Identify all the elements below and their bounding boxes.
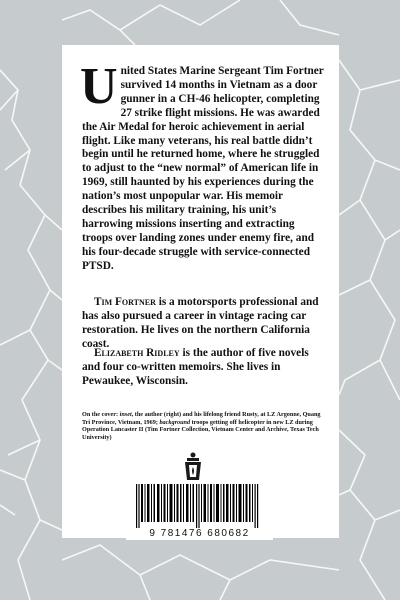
cover-credits-background-label: background — [159, 418, 191, 426]
cover-credits-prefix: On the cover: — [82, 411, 120, 418]
back-cover-panel — [62, 45, 339, 538]
author-bio-text: is a motorsports professional and has also pursued a career in vintage racing car restoration. He lives on the northern California coast. — [82, 296, 319, 350]
description-text: nited States Marine Sergeant Tim Fortner survived 14 months in Vietnam as a door gunner in a CH-46 helicopter, completing 27 strike flight missions. He was awarded the Air Medal for heroic achievement in aerial flight. Like many veterans, his real battle didn’t begin until he returned home, where he struggled to adjust to the “new normal” of American life in 1969, still haunted by his experiences during the nation’s most unpopular war. His memoir describes his military training, his unit’s harrowing missions inserting and extracting troops over landing zones under enemy fire, and his four-decade struggle with service-connected PTSD. — [82, 65, 324, 272]
coauthor-name: Elizabeth Ridley — [94, 347, 180, 359]
barcode-bars — [136, 484, 263, 528]
coauthor-bio-text: is the author of five novels and four co-written memoirs. She lives in Pewaukee, Wisconsin. — [82, 347, 309, 387]
cover-credits-inset-label: inset — [119, 411, 132, 418]
book-description — [80, 58, 327, 274]
author-bio — [82, 296, 327, 352]
cover-credits-background-text: troops getting off helicopter in new LZ during Operation Lancaster II (Tim Fortner Collection, Vietnam Center and Archive, Texas Tech University) — [82, 418, 319, 441]
drop-cap: U — [80, 58, 118, 115]
cover-credits-inset-text: , the author (right) and his lifelong friend Rusty, at LZ Argonne, Quang Tri Province, Vietnam, 1969; — [82, 411, 321, 426]
isbn-number: 9 781476 680682 — [149, 528, 250, 539]
coauthor-bio — [82, 347, 327, 389]
cover-credits — [82, 411, 327, 441]
author-name: Tim Fortner — [94, 296, 156, 308]
